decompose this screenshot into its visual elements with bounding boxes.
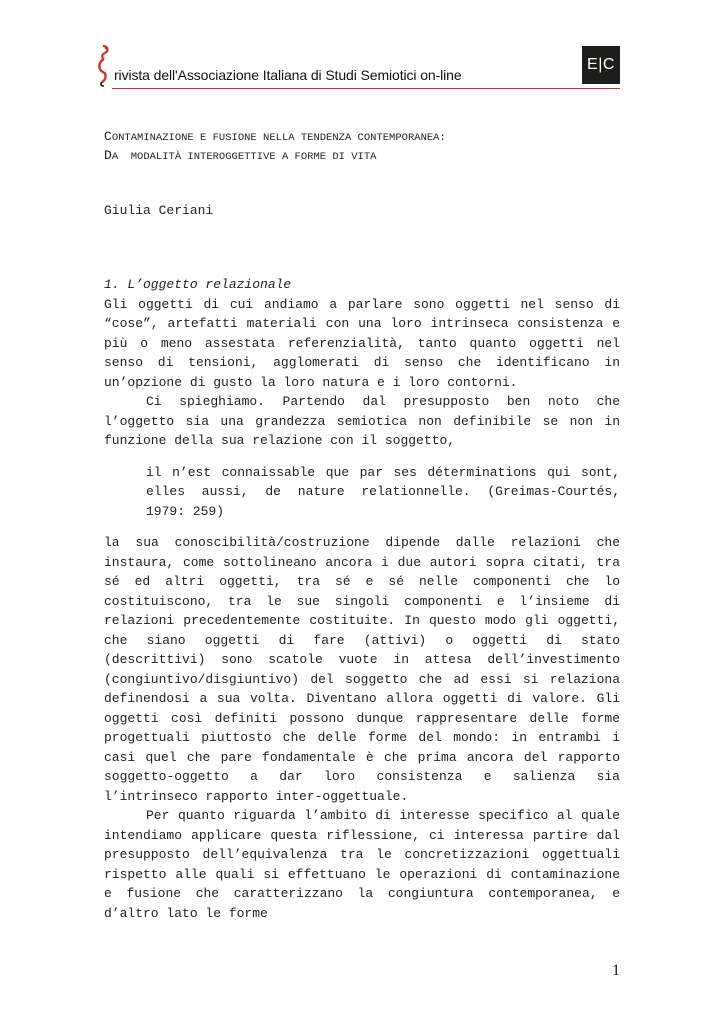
section-heading: 1. L’oggetto relazionale [104, 277, 292, 292]
journal-logo-icon [92, 44, 114, 88]
title-line-1: CONTAMINAZIONE E FUSIONE NELLA TENDENZA CONTEMPORANEA: [104, 129, 446, 144]
article-title [104, 128, 624, 166]
header-rule [112, 88, 620, 89]
author-name: Giulia Ceriani [104, 203, 214, 218]
paragraph-2: Ci spieghiamo. Partendo dal presupposto ben noto che l’oggetto sia una grandezza semiotica non definibile se non in funzione della sua relazione con il soggetto, [104, 394, 620, 448]
paragraph-4: Per quanto riguarda l’ambito di interesse specifico al quale intendiamo applicare questa riflessione, ci interessa partire dal presupposto dell’equivalenza tra le concretizzazioni oggettuali rispetto alle quali si effettuano le operazioni di contaminazione e fusione che caratterizzano la congiuntura contemporanea, e d’altro lato le forme [104, 808, 620, 921]
paragraph-1: Gli oggetti di cui andiamo a parlare sono oggetti nel senso di “cose”, artefatti materiali con una loro intrinseca consistenza e più o meno assestata referenzialità, tanto quanto oggetti nel senso di tensioni, agglomerati di senso che identificano in un’opzione di gusto la loro natura e i loro contorni. [104, 296, 620, 390]
page-number: 1 [612, 962, 620, 979]
journal-header [92, 44, 620, 90]
paragraph-3: la sua conoscibilità/costruzione dipende dalle relazioni che instaura, come sottolineano ancora i due autori sopra citati, tra sé ed altri oggetti, tra sé e sé nelle componenti che lo costituiscono, tra le sue singoli componenti e l’insieme di relazioni precedentemente costituite. In questo modo gli oggetti, che siano oggetti di fare (attivi) o oggetti di stato (descrittivi) sono scatole vuote in attesa dell’investimento (congiuntivo/disgiuntivo) del soggetto che ad essi si relaziona definendosi a sua volta. Diventano allora oggetti di valore. Gli oggetti così definiti possono dunque rappresentare delle forme progettuali piuttosto che delle forme del mondo: in entrambi i casi quel che pare fondamentale è che prima ancora del rapporto soggetto-oggetto a dar loro consistenza e salienza sia l’intrinseco rapporto inter-oggettuale. [104, 535, 620, 804]
journal-badge: E|C [582, 46, 620, 84]
journal-name: rivista dell'Associazione Italiana di Studi Semiotici on-line [114, 67, 462, 83]
title-line-2: DA MODALITÀ INTEROGGETTIVE A FORME DI VITA [104, 148, 377, 163]
article-body [104, 275, 620, 923]
block-quote: il n’est connaissable que par ses déterminations qui sont, elles aussi, de nature relationnelle. (Greimas-Courtés, 1979: 259) [146, 464, 620, 519]
